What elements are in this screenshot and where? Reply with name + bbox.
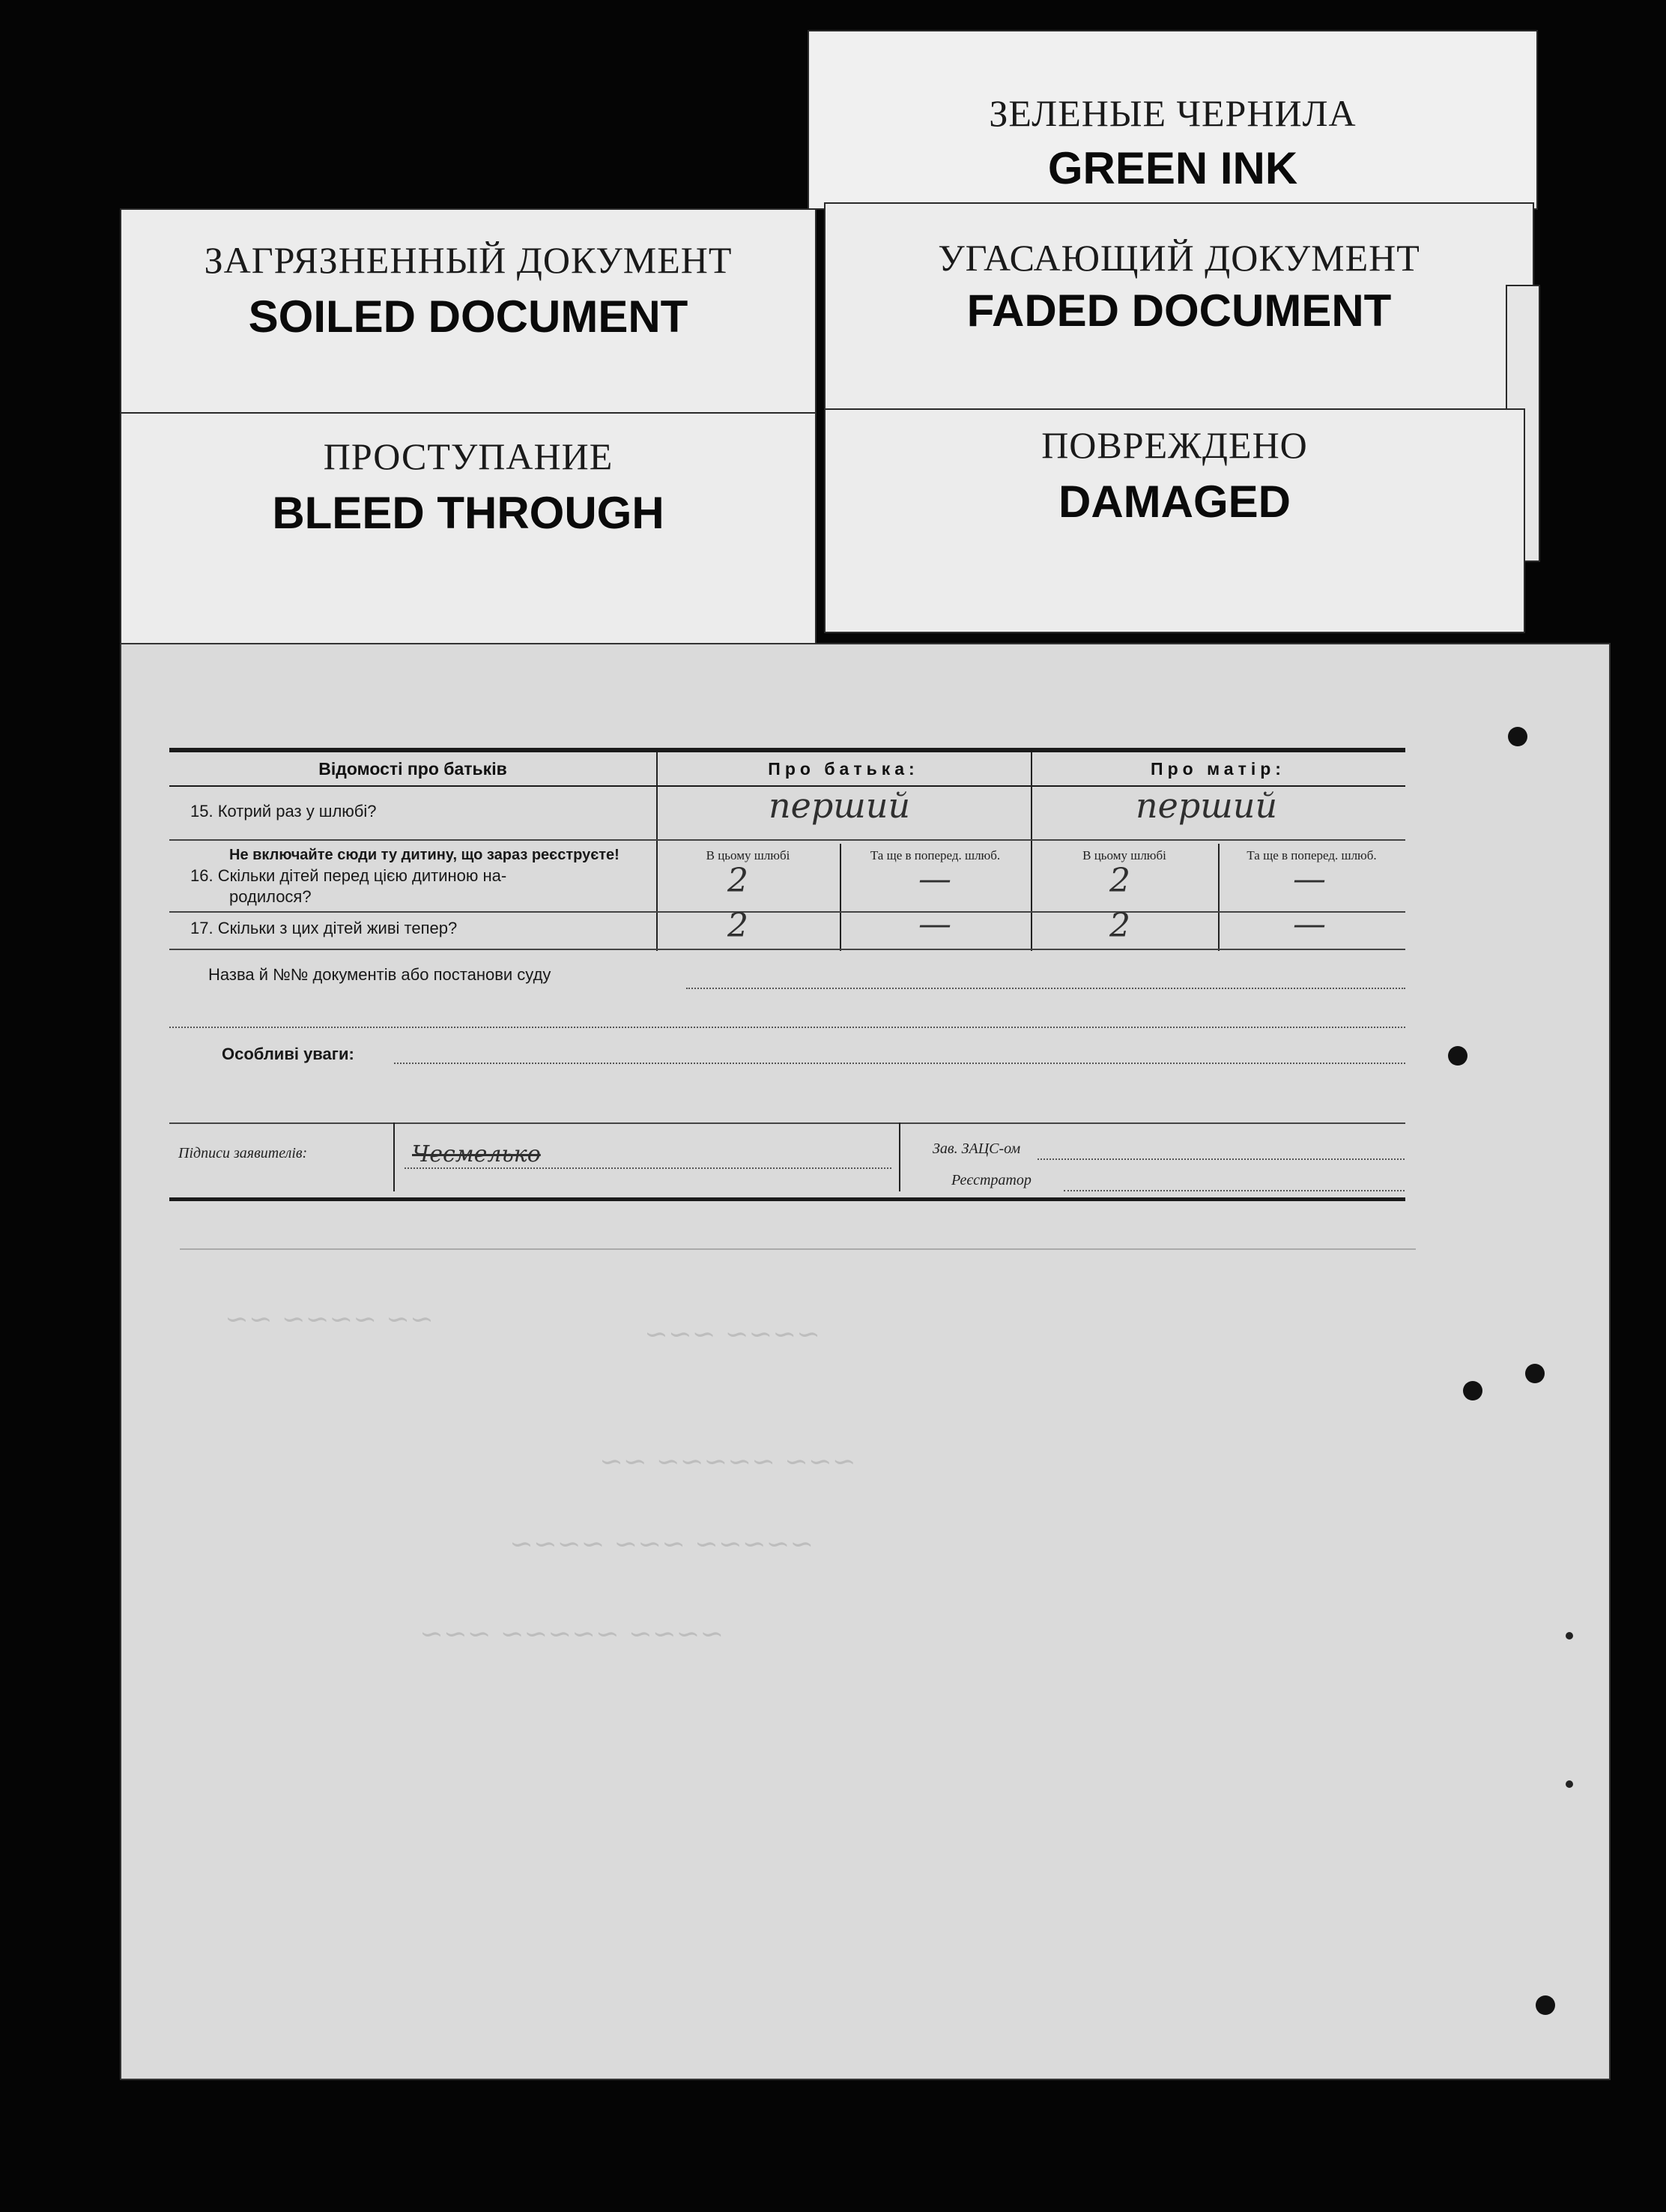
father-col-previous: Та ще в поперед. шлюб. bbox=[870, 848, 1001, 862]
green-ink-label-card bbox=[808, 30, 1538, 210]
damaged-label-card bbox=[824, 408, 1525, 633]
row15-mother-value: перший bbox=[1136, 785, 1278, 826]
parents-info-table bbox=[169, 748, 1405, 1096]
registrar-line bbox=[1064, 1190, 1405, 1191]
row15-father-value: перший bbox=[769, 785, 911, 826]
documents-label: Назва й №№ документів або постанови суду bbox=[208, 965, 551, 984]
mark-dot bbox=[1566, 1632, 1573, 1640]
row17-bottom-rule bbox=[169, 949, 1405, 950]
row16-father-prev: — bbox=[918, 860, 951, 898]
bleed-through-handwriting: ~~~~ ~~~ bbox=[644, 1317, 820, 1350]
punch-hole bbox=[1536, 1995, 1555, 2015]
zags-label: Зав. ЗАЦС-ом bbox=[933, 1140, 1021, 1157]
punch-hole bbox=[1448, 1046, 1467, 1066]
header-parents: Відомості про батьків bbox=[318, 759, 507, 779]
header-father: Про батька: bbox=[768, 759, 919, 779]
signatures-left-divider bbox=[393, 1122, 395, 1191]
signatures-right-divider bbox=[899, 1122, 900, 1191]
bleed-through-handwriting: ~~~~~ ~~~ ~~~~ bbox=[509, 1527, 814, 1560]
row17-mother-prev: — bbox=[1293, 905, 1326, 943]
documents-line-2 bbox=[169, 1027, 1405, 1028]
row16-bottom-rule bbox=[169, 911, 1405, 913]
punch-hole bbox=[1508, 727, 1527, 746]
row17-father-this: 2 bbox=[727, 907, 748, 945]
punch-hole bbox=[1463, 1381, 1482, 1400]
row16-mother-this: 2 bbox=[1109, 862, 1130, 900]
bleed-through-handwriting: ~~~~ ~~~~~ ~~~ bbox=[419, 1617, 724, 1650]
bleed-through-label-card bbox=[120, 412, 817, 652]
soiled-document-label-card bbox=[120, 208, 817, 426]
row16-label-line2: родилося? bbox=[229, 887, 312, 906]
row16-father-this: 2 bbox=[727, 862, 748, 900]
bleed-through-handwriting: ~~~ ~~~~~ ~~ bbox=[599, 1445, 856, 1478]
row16-mother-prev: — bbox=[1293, 860, 1326, 898]
bleed-label-ru: ПРОСТУПАНИЕ bbox=[323, 435, 614, 477]
signatures-top-rule bbox=[169, 1122, 1405, 1124]
zags-line bbox=[1038, 1158, 1405, 1160]
mother-col-this-marriage: В цьому шлюбі bbox=[1082, 848, 1166, 862]
signatures-label: Підписи заявителів: bbox=[178, 1145, 308, 1161]
faded-label-ru: УГАСАЮЩИЙ ДОКУМЕНТ bbox=[938, 237, 1420, 279]
row15-bottom-rule bbox=[169, 839, 1405, 841]
faded-document-label-card bbox=[824, 202, 1534, 420]
mother-col-previous: Та ще в поперед. шлюб. bbox=[1247, 848, 1377, 862]
notes-label: Особливі уваги: bbox=[222, 1045, 354, 1063]
documents-line bbox=[686, 988, 1405, 989]
bleed-label-en: BLEED THROUGH bbox=[272, 488, 664, 538]
registrar-label: Реєстратор bbox=[951, 1172, 1032, 1188]
row17-label: 17. Скільки з цих дітей живі тепер? bbox=[190, 919, 458, 937]
bleed-through-handwriting: ~~ ~~~~ ~~ bbox=[225, 1302, 434, 1335]
faded-label-en: FADED DOCUMENT bbox=[966, 285, 1392, 336]
applicant-signature: Чесмелько bbox=[412, 1141, 541, 1167]
green-ink-label-en: GREEN INK bbox=[1047, 143, 1298, 193]
row16-warning: Не включайте сюди ту дитину, що зараз реєструєте! bbox=[229, 847, 620, 863]
notes-line bbox=[394, 1063, 1405, 1064]
signature-line bbox=[405, 1167, 891, 1169]
row16-label-line1: 16. Скільки дітей перед цією дитиною на- bbox=[190, 866, 507, 885]
mark-dot bbox=[1566, 1780, 1573, 1788]
punch-hole bbox=[1525, 1364, 1545, 1383]
registration-form-sheet bbox=[120, 643, 1611, 2080]
row15-label: 15. Котрий раз у шлюбі? bbox=[190, 802, 377, 821]
damaged-label-en: DAMAGED bbox=[1058, 477, 1291, 527]
father-col-this-marriage: В цьому шлюбі bbox=[706, 848, 790, 862]
soiled-label-ru: ЗАГРЯЗНЕННЫЙ ДОКУМЕНТ bbox=[204, 239, 733, 281]
damaged-label-ru: ПОВРЕЖДЕНО bbox=[1041, 424, 1308, 466]
header-mother: Про матір: bbox=[1151, 759, 1285, 779]
faint-lower-rule bbox=[180, 1248, 1416, 1250]
row17-mother-this: 2 bbox=[1109, 907, 1130, 945]
green-ink-label-ru: ЗЕЛЕНЫЕ ЧЕРНИЛА bbox=[989, 92, 1357, 134]
soiled-label-en: SOILED DOCUMENT bbox=[248, 291, 688, 342]
row17-father-prev: — bbox=[918, 905, 951, 943]
signatures-bottom-rule bbox=[169, 1197, 1405, 1201]
